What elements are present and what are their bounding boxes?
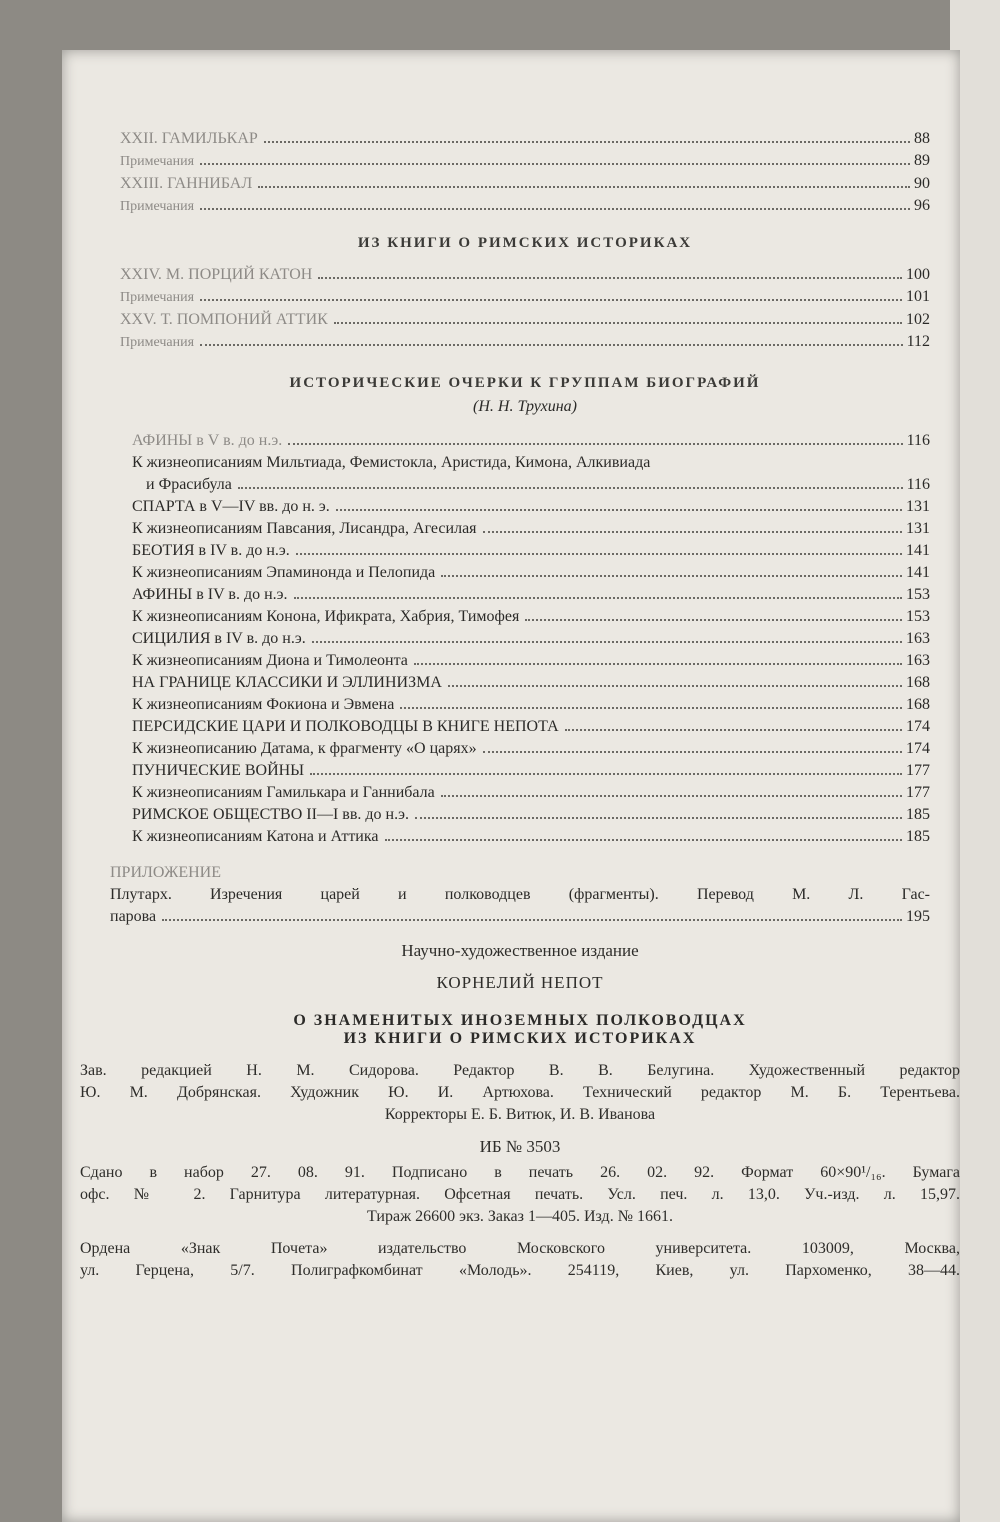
toc-entry [120,128,930,150]
toc-entry-page: 131 [906,498,930,515]
toc-group-biographies [120,128,930,218]
toc-entry-title: XXII. ГАМИЛЬКАР [120,130,258,147]
toc-entry [120,195,930,218]
toc-entry-title: и Фрасибула [146,476,232,493]
leader-dots [200,299,902,301]
toc-entry-page: 153 [906,586,930,603]
toc-entry [132,650,930,672]
publisher-info: ул. Герцена, 5/7. Полиграфкомбинат «Молодь». 254119, Киев, ул. Пархоменко, 38—44. [80,1262,960,1279]
ib-number: ИБ № 3503 [479,1137,561,1156]
toc-entry [132,628,930,650]
essay-rows [132,496,930,848]
toc-entry-title: Примечания [120,199,195,214]
toc-entry-page: 131 [906,520,930,537]
toc-entry-title: К жизнеописаниям Катона и Аттика [132,828,379,845]
leader-dots [448,685,902,687]
leader-dots [294,597,902,599]
toc-entry-page: 168 [906,674,930,691]
staff-credits: Ю. М. Добрянская. Художник Ю. И. Артюхова. Технический редактор М. Б. Терентьева. [80,1084,960,1101]
toc-entry-title: К жизнеописаниям Павсания, Лисандра, Агесилая [132,520,477,537]
toc-entry [132,760,930,782]
leader-dots [200,208,910,210]
edition-type: Научно-художественное издание [401,941,639,960]
toc-entry-page: 141 [906,564,930,581]
leader-dots [296,553,902,555]
toc-entry [132,804,930,826]
toc-entry-title: АФИНЫ в IV в. до н.э. [132,586,288,603]
toc-entry-title: XXIII. ГАННИБАЛ [120,175,253,192]
appendix [110,862,930,928]
book-title-line: О ЗНАМЕНИТЫХ ИНОЗЕМНЫХ ПОЛКОВОДЦАХ [293,1012,747,1029]
toc-entry-page: 112 [906,333,930,350]
toc-entry [120,173,930,195]
toc-entry-title: СПАРТА в V—IV вв. до н. э. [132,498,330,515]
toc-entry-title: НА ГРАНИЦЕ КЛАССИКИ И ЭЛЛИНИЗМА [132,674,442,691]
leader-dots [258,186,910,188]
toc-entry [120,331,930,354]
toc-entry-title: К жизнеописаниям Гамилькара и Ганнибала [132,784,435,801]
toc-entry-title: К жизнеописаниям Фокиона и Эвмена [132,696,395,713]
leader-dots [238,487,903,489]
toc-entry [132,694,930,716]
toc-entry-page: 88 [914,130,930,147]
leader-dots [310,773,902,775]
leader-dots [441,575,902,577]
toc-entry [132,430,930,452]
leader-dots [318,277,902,279]
imprint [80,940,960,1282]
toc-entry [132,738,930,760]
appendix-title: ПРИЛОЖЕНИЕ [110,864,222,881]
print-details: Тираж 26600 экз. Заказ 1—405. Изд. № 1661. [367,1208,673,1225]
toc-entry-subtitle: К жизнеописаниям Мильтиада, Фемистокла, Аристида, Кимона, Алкивиада [132,454,651,471]
toc-entry [132,562,930,584]
toc-entry [132,826,930,848]
leader-dots [483,531,902,533]
toc-entry-page: 141 [906,542,930,559]
table-of-contents [80,128,960,1282]
toc-entry-title: Примечания [120,290,195,305]
toc-entry [120,150,930,173]
toc-entry [132,496,930,518]
print-details: офс. № 2. Гарнитура литературная. Офсетная печать. Усл. печ. л. 13,0. Уч.-изд. л. 15,97. [80,1186,960,1203]
toc-entry-page: 177 [906,784,930,801]
appendix-line: Плутарх. Изречения царей и полководцев (фрагменты). Перевод М. Л. Гас- [110,886,930,903]
toc-entry [132,518,930,540]
leader-dots [162,919,902,921]
toc-entry-page: 101 [906,288,930,305]
toc-entry [132,672,930,694]
toc-entry-title: парова [110,908,157,925]
section-heading-historical-essays: ИСТОРИЧЕСКИЕ ОЧЕРКИ К ГРУППАМ БИОГРАФИЙ [289,375,761,391]
toc-entry-page: 100 [906,266,930,283]
toc-entry-page: 96 [914,197,930,214]
toc-entry [120,286,930,309]
toc-entry [132,474,930,496]
toc-entry-page: 89 [914,152,930,169]
toc-entry-title: СИЦИЛИЯ в IV в. до н.э. [132,630,306,647]
toc-entry [132,540,930,562]
staff-credits: Зав. редакцией Н. М. Сидорова. Редактор В. В. Белугина. Художественный редактор [80,1062,960,1079]
toc-entry [110,906,930,928]
toc-entry-page: 163 [906,652,930,669]
toc-entry-page: 163 [906,630,930,647]
toc-entry-title: ПЕРСИДСКИЕ ЦАРИ И ПОЛКОВОДЦЫ В КНИГЕ НЕПОТА [132,718,559,735]
leader-dots [525,619,902,621]
leader-dots [483,751,902,753]
leader-dots [414,663,902,665]
publisher-info: Ордена «Знак Почета» издательство Московского университета. 103009, Москва, [80,1240,960,1257]
toc-entry-title: К жизнеописаниям Конона, Ификрата, Хабрия, Тимофея [132,608,520,625]
toc-entry-title: БЕОТИЯ в IV в. до н.э. [132,542,290,559]
print-details: Сдано в набор 27. 08. 91. Подписано в печать 26. 02. 92. Формат 60×90¹/₁₆. Бумага [80,1164,960,1181]
toc-entry-page: 168 [906,696,930,713]
toc-entry-page: 185 [906,828,930,845]
toc-entry-title: К жизнеописанию Датама, к фрагменту «О царях» [132,740,477,757]
toc-entry [120,264,930,286]
staff-credits: Корректоры Е. Б. Витюк, И. В. Иванова [384,1106,656,1123]
toc-entry-page: 153 [906,608,930,625]
toc-entry-title: XXV. Т. ПОМПОНИЙ АТТИК [120,311,328,328]
toc-entry [132,606,930,628]
leader-dots [415,817,902,819]
toc-group-roman-historians [120,264,930,354]
leader-dots [441,795,902,797]
leader-dots [400,707,902,709]
leader-dots [200,344,903,346]
toc-entry-title: Примечания [120,154,195,169]
leader-dots [200,163,910,165]
toc-entry-title: К жизнеописаниям Диона и Тимолеонта [132,652,408,669]
toc-entry-page: 177 [906,762,930,779]
section-heading-roman-historians: ИЗ КНИГИ О РИМСКИХ ИСТОРИКАХ [357,235,693,251]
toc-entry-title: ПУНИЧЕСКИЕ ВОЙНЫ [132,762,305,779]
leader-dots [288,443,902,445]
toc-entry-page: 90 [914,175,930,192]
toc-entry-page: 195 [906,908,930,925]
book-author: КОРНЕЛИЙ НЕПОТ [436,973,604,992]
toc-group-essays [132,430,930,848]
toc-entry-title: АФИНЫ в V в. до н.э. [132,432,283,449]
toc-entry-title: РИМСКОЕ ОБЩЕСТВО II—I вв. до н.э. [132,806,409,823]
book-title-line: ИЗ КНИГИ О РИМСКИХ ИСТОРИКАХ [343,1030,697,1047]
toc-entry [132,782,930,804]
leader-dots [334,322,902,324]
toc-entry-title: К жизнеописаниям Эпаминонда и Пелопида [132,564,436,581]
leader-dots [264,141,910,143]
toc-entry [132,716,930,738]
toc-entry-title: XXIV. М. ПОРЦИЙ КАТОН [120,266,313,283]
leader-dots [385,839,903,841]
essays-author: (Н. Н. Трухина) [473,398,577,415]
toc-entry [120,309,930,331]
toc-entry-page: 102 [906,311,930,328]
toc-entry-page: 116 [906,432,930,449]
toc-entry-page: 116 [906,476,930,493]
leader-dots [336,509,902,511]
toc-entry [132,584,930,606]
leader-dots [312,641,902,643]
toc-entry-title: Примечания [120,335,195,350]
toc-entry-page: 185 [906,806,930,823]
leader-dots [565,729,902,731]
toc-entry-page: 174 [906,718,930,735]
toc-entry-page: 174 [906,740,930,757]
